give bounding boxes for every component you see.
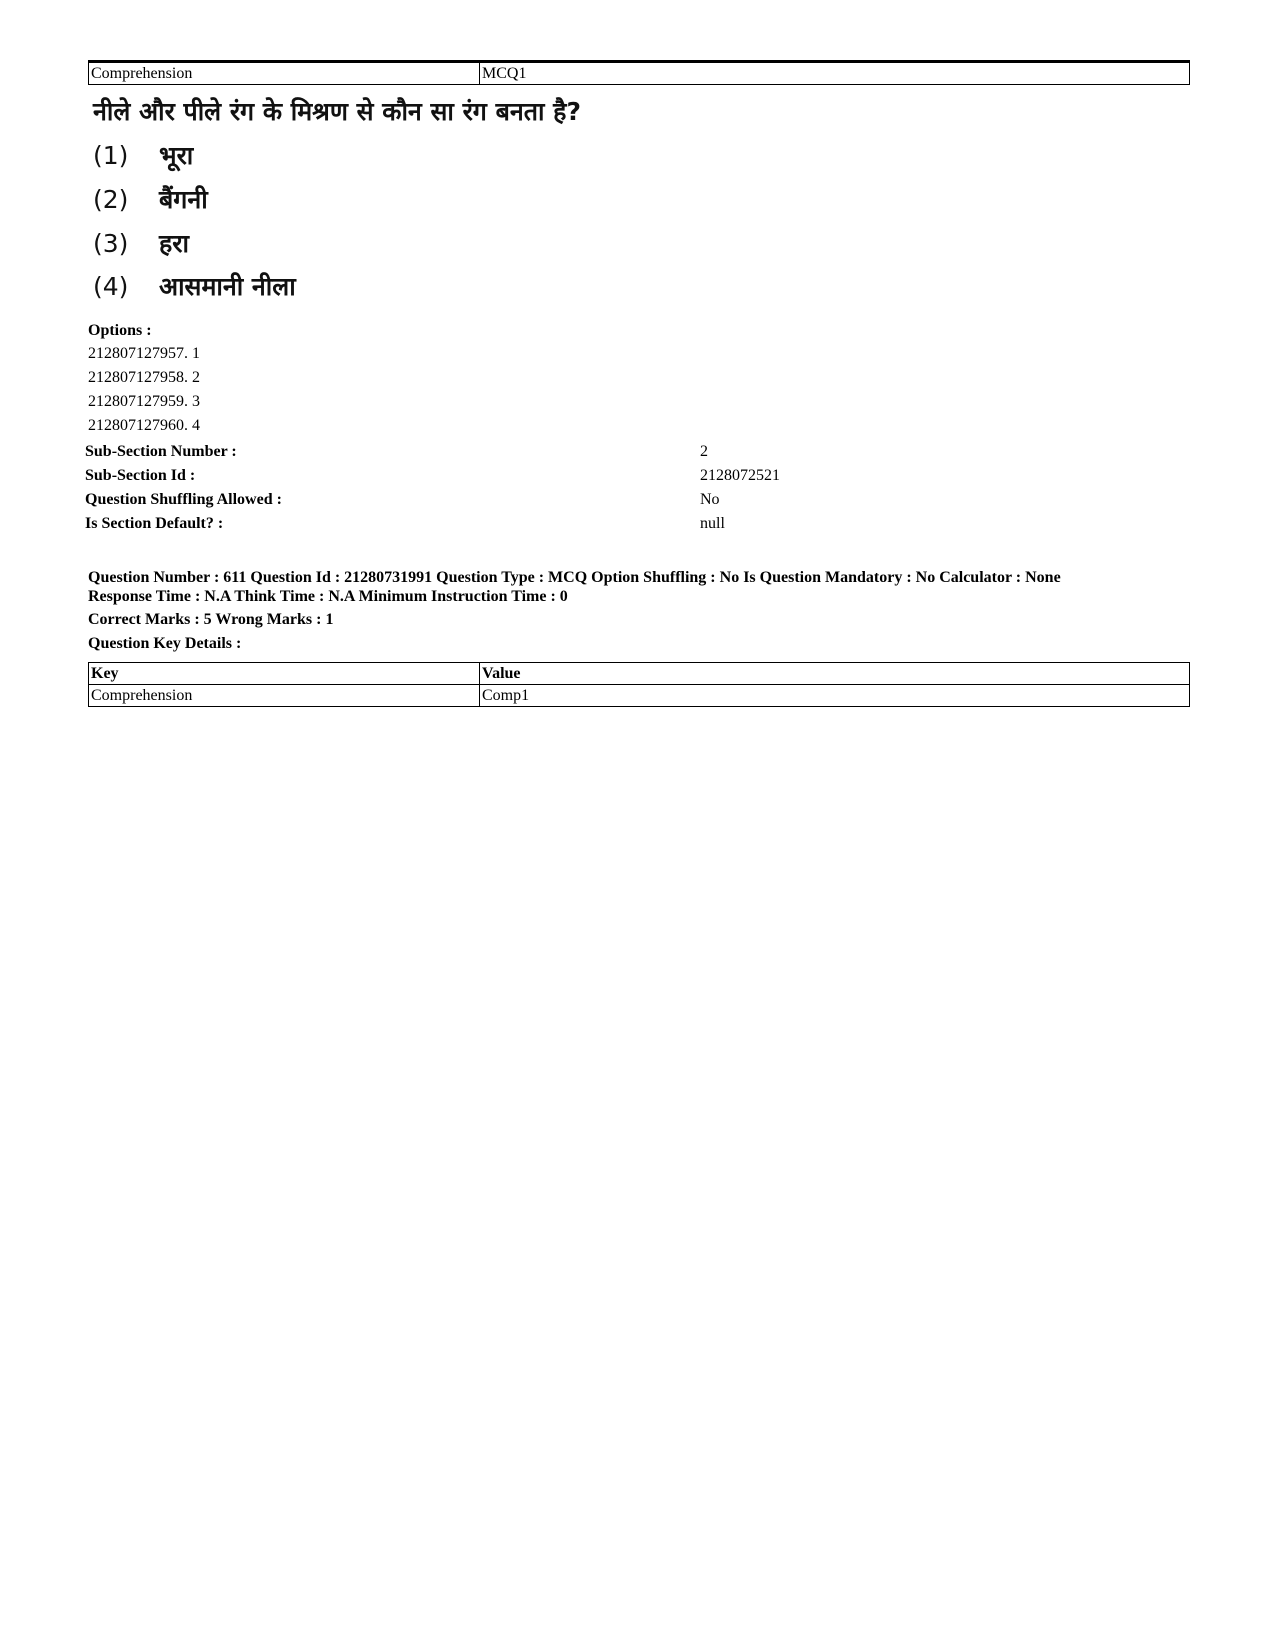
option-id: 212807127959. 3 (88, 393, 200, 410)
table-cell-key: Comprehension (89, 685, 480, 707)
table-header-row (89, 663, 1190, 685)
table-cell-value: MCQ1 (480, 62, 1190, 85)
choice-text: बैंगनी (159, 185, 208, 214)
choice-number: (3) (93, 229, 129, 258)
option-id: 212807127957. 1 (88, 345, 200, 362)
question-type-table (88, 60, 1190, 85)
meta-value: No (700, 491, 720, 508)
question-text: नीले और पीले रंग के मिश्रण से कौन सा रंग बनता है? (93, 97, 581, 126)
sub-section-id-row (85, 467, 1185, 491)
question-info-line: Question Number : 611 Question Id : 21280731991 Question Type : MCQ Option Shuffling : No Is Question Mandatory : No Calculator : None (88, 569, 1061, 586)
meta-label: Question Shuffling Allowed : (85, 491, 282, 508)
choice-number: (1) (93, 141, 129, 170)
options-label: Options : (88, 322, 152, 339)
table-cell-value: Comp1 (480, 685, 1190, 707)
choice-item (93, 136, 193, 176)
option-id: 212807127958. 2 (88, 369, 200, 386)
choice-number: (2) (93, 185, 129, 214)
meta-value: 2 (700, 443, 708, 460)
question-info (88, 568, 1198, 606)
question-key-table (88, 662, 1190, 707)
key-details-label: Question Key Details : (88, 635, 242, 652)
table-cell-key: Comprehension (89, 62, 480, 85)
meta-label: Is Section Default? : (85, 515, 224, 532)
meta-label: Sub-Section Id : (85, 467, 196, 484)
table-header-key: Key (89, 663, 480, 685)
choice-text: आसमानी नीला (159, 272, 296, 301)
table-row (89, 685, 1190, 707)
choice-text: हरा (159, 229, 189, 258)
marks-line: Correct Marks : 5 Wrong Marks : 1 (88, 611, 334, 628)
choice-number: (4) (93, 272, 129, 301)
choice-item (93, 180, 208, 220)
choice-item (93, 267, 296, 307)
question-block (93, 92, 581, 132)
choice-item (93, 224, 189, 264)
table-row (89, 62, 1190, 85)
table-header-value: Value (480, 663, 1190, 685)
question-info-line: Response Time : N.A Think Time : N.A Minimum Instruction Time : 0 (88, 588, 568, 605)
meta-value: 2128072521 (700, 467, 780, 484)
sub-section-number-row (85, 443, 1185, 467)
choice-text: भूरा (159, 141, 194, 170)
question-shuffling-row (85, 491, 1185, 515)
meta-label: Sub-Section Number : (85, 443, 237, 460)
section-default-row (85, 515, 1185, 539)
option-id: 212807127960. 4 (88, 417, 200, 434)
meta-value: null (700, 515, 725, 532)
